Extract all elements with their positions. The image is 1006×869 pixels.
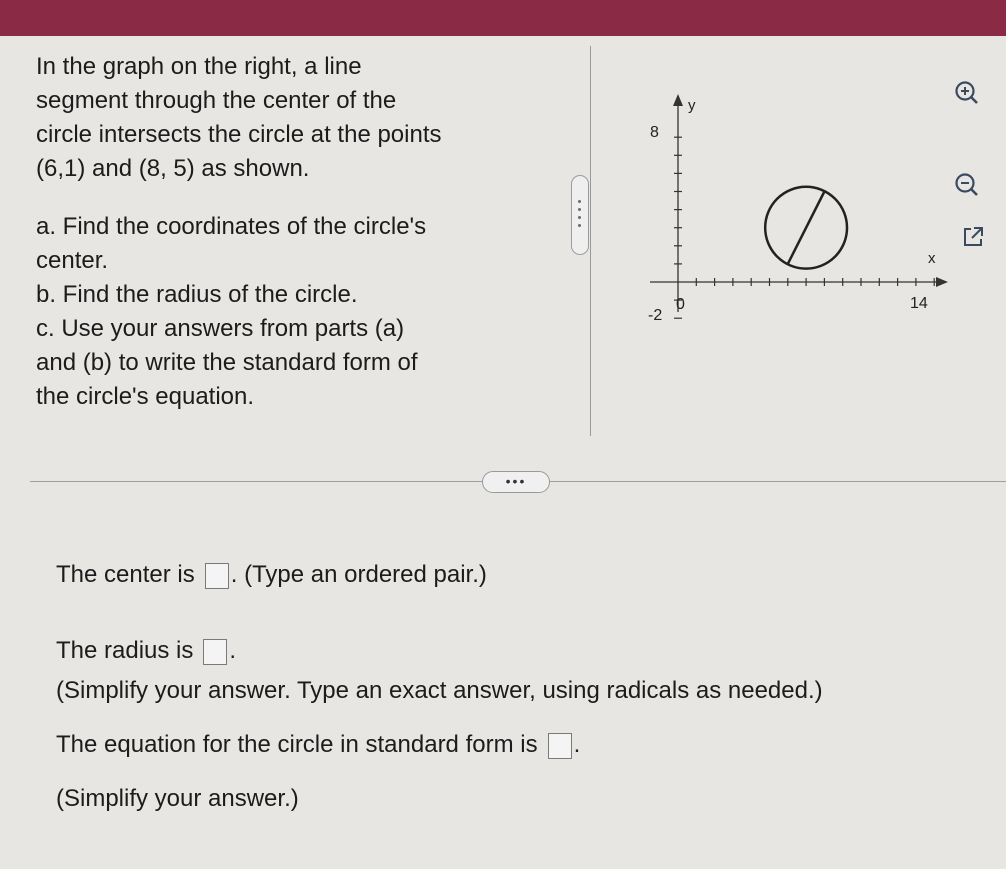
- x-axis-arrow: [936, 277, 948, 287]
- part-a-line: a. Find the coordinates of the circle's: [36, 213, 427, 240]
- part-c-line: and (b) to write the standard form of: [36, 349, 418, 376]
- popout-button[interactable]: [958, 222, 988, 252]
- radius-suffix: .: [229, 637, 237, 664]
- zoom-out-button[interactable]: [952, 170, 982, 200]
- zoom-in-icon: [953, 79, 981, 107]
- diameter-segment: [788, 192, 825, 264]
- radius-answer-input[interactable]: [203, 639, 227, 665]
- part-c-line: the circle's equation.: [36, 383, 255, 410]
- problem-line: segment through the center of the: [36, 87, 397, 114]
- center-answer-input[interactable]: [205, 563, 229, 589]
- vertical-divider: [590, 46, 591, 436]
- zoom-out-icon: [953, 171, 981, 199]
- equation-prefix: The equation for the circle in standard form is: [56, 731, 538, 758]
- radius-answer-row: [56, 636, 236, 666]
- center-suffix: . (Type an ordered pair.): [230, 561, 487, 588]
- part-b-line: b. Find the radius of the circle.: [36, 281, 358, 308]
- popout-icon: [960, 224, 986, 250]
- x-max-label: 14: [910, 295, 928, 312]
- problem-statement: [36, 50, 556, 414]
- radius-hint: (Simplify your answer. Type an exact answer, using radicals as needed.): [56, 677, 823, 704]
- y-min-label: -2: [648, 307, 663, 324]
- equation-hint: (Simplify your answer.): [56, 785, 299, 812]
- top-bar: [0, 0, 1006, 36]
- equation-suffix: .: [573, 731, 581, 758]
- problem-line: In the graph on the right, a line: [36, 53, 362, 80]
- equation-answer-row: [56, 730, 580, 760]
- problem-line: (6,1) and (8, 5) as shown.: [36, 155, 310, 182]
- x-axis-label: x: [928, 250, 936, 267]
- center-answer-row: [56, 560, 487, 590]
- y-axis-label: y: [688, 97, 696, 114]
- zoom-in-button[interactable]: [952, 78, 982, 108]
- problem-line: circle intersects the circle at the points: [36, 121, 442, 148]
- panel-resize-handle[interactable]: [571, 175, 589, 255]
- part-c-line: c. Use your answers from parts (a): [36, 315, 405, 342]
- y-max-label: 8: [650, 124, 659, 141]
- part-a-line: center.: [36, 247, 109, 274]
- origin-label: 0: [676, 296, 685, 313]
- radius-prefix: The radius is: [56, 637, 194, 664]
- more-options-button[interactable]: •••: [482, 471, 550, 493]
- y-axis-arrow: [673, 94, 683, 106]
- equation-answer-input[interactable]: [548, 733, 572, 759]
- center-prefix: The center is: [56, 561, 195, 588]
- circle-graph: [610, 80, 950, 340]
